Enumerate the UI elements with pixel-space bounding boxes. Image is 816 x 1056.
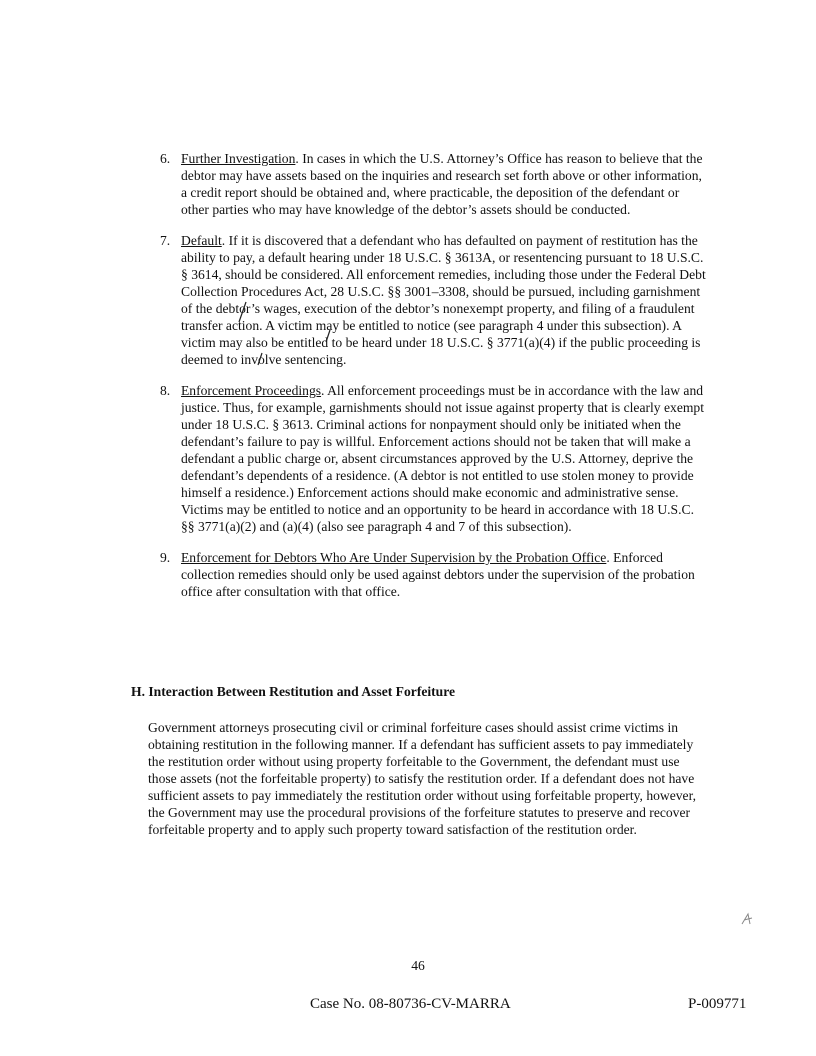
item-text: . In cases in which the U.S. Attorney’s Office has reason to believe that the debtor may have assets based on the inquiries and research set forth above or other information, a credit report should be obtained and, where practicable, the deposition of the defendant or other parties who may have knowledge of the debtor’s assets should be conducted.	[181, 151, 703, 217]
list-item	[148, 150, 708, 218]
item-number: 6.	[160, 151, 171, 166]
list-item	[148, 382, 708, 535]
item-text: . If it is discovered that a defendant who has defaulted on payment of restitution has the ability to pay, a default hearing under 18 U.S.C. § 3613A, or resentencing pursuant to 18 U.S.C. § 3614, should be considered. All enforcement remedies, including those under the Federal Debt Collection Procedures Act, 28 U.S.C. §§ 3001–3308, should be pursued, including garnishment of the debtor’s wages, execution of the debtor’s nonexempt property, and filing of a fraudulent transfer action. A victim may be entitled to notice (see paragraph 4 under this subsection). A victim may also be entitled to be heard under 18 U.S.C. § 3771(a)(4) if the public proceeding is deemed to involve sentencing.	[181, 233, 706, 367]
margin-scribble-mark	[742, 914, 752, 924]
item-title: Further Investigation	[181, 151, 296, 166]
footer-bates-number: P-009771	[688, 996, 747, 1012]
page-number: 46	[411, 958, 425, 973]
item-title: Enforcement Proceedings	[181, 383, 322, 398]
list-item	[148, 549, 708, 600]
section-body: Government attorneys prosecuting civil or criminal forfeiture cases should assist crime victims in obtaining restitution in the following manner. If a defendant has sufficient assets to pay immediately the restitution order without using property forfeitable to the Government, the defendant must use those assets (not the forfeitable property) to satisfy the restitution order. If a defendant does not have sufficient assets to pay immediately the restitution order without using forfeitable property, however, the Government may use the procedural provisions of the forfeiture statutes to preserve and recover forfeitable property and to apply such property toward satisfaction of the restitution order.	[148, 720, 696, 837]
item-text: . Enforced collection remedies should only be used against debtors under the supervision of the probation office after consultation with that office.	[181, 550, 695, 599]
item-title: Default	[181, 233, 222, 248]
footer-case-number: Case No. 08-80736-CV-MARRA	[310, 996, 511, 1012]
item-title: Enforcement for Debtors Who Are Under Supervision by the Probation Office	[181, 550, 607, 565]
numbered-list	[148, 150, 708, 614]
section-heading: H. Interaction Between Restitution and Asset Forfeiture	[131, 684, 456, 699]
item-number: 7.	[160, 233, 171, 248]
item-number: 8.	[160, 383, 171, 398]
item-number: 9.	[160, 550, 171, 565]
item-text: . All enforcement proceedings must be in accordance with the law and justice. Thus, for example, garnishments should not issue against property that is clearly exempt under 18 U.S.C. § 3613. Criminal actions for nonpayment should only be initiated when the defendant’s failure to pay is willful. Enforcement actions should not be taken that will make a defendant a public charge or, absent circumstances approved by the U.S. Attorney, deprive the defendant’s dependents of a residence. (A debtor is not entitled to use stolen money to provide himself a residence.) Enforcement actions should make economic and administrative sense. Victims may be entitled to notice and an opportunity to be heard in accordance with 18 U.S.C. §§ 3771(a)(2) and (a)(4) (also see paragraph 4 and 7 of this subsection).	[181, 383, 704, 534]
list-item	[148, 232, 708, 368]
